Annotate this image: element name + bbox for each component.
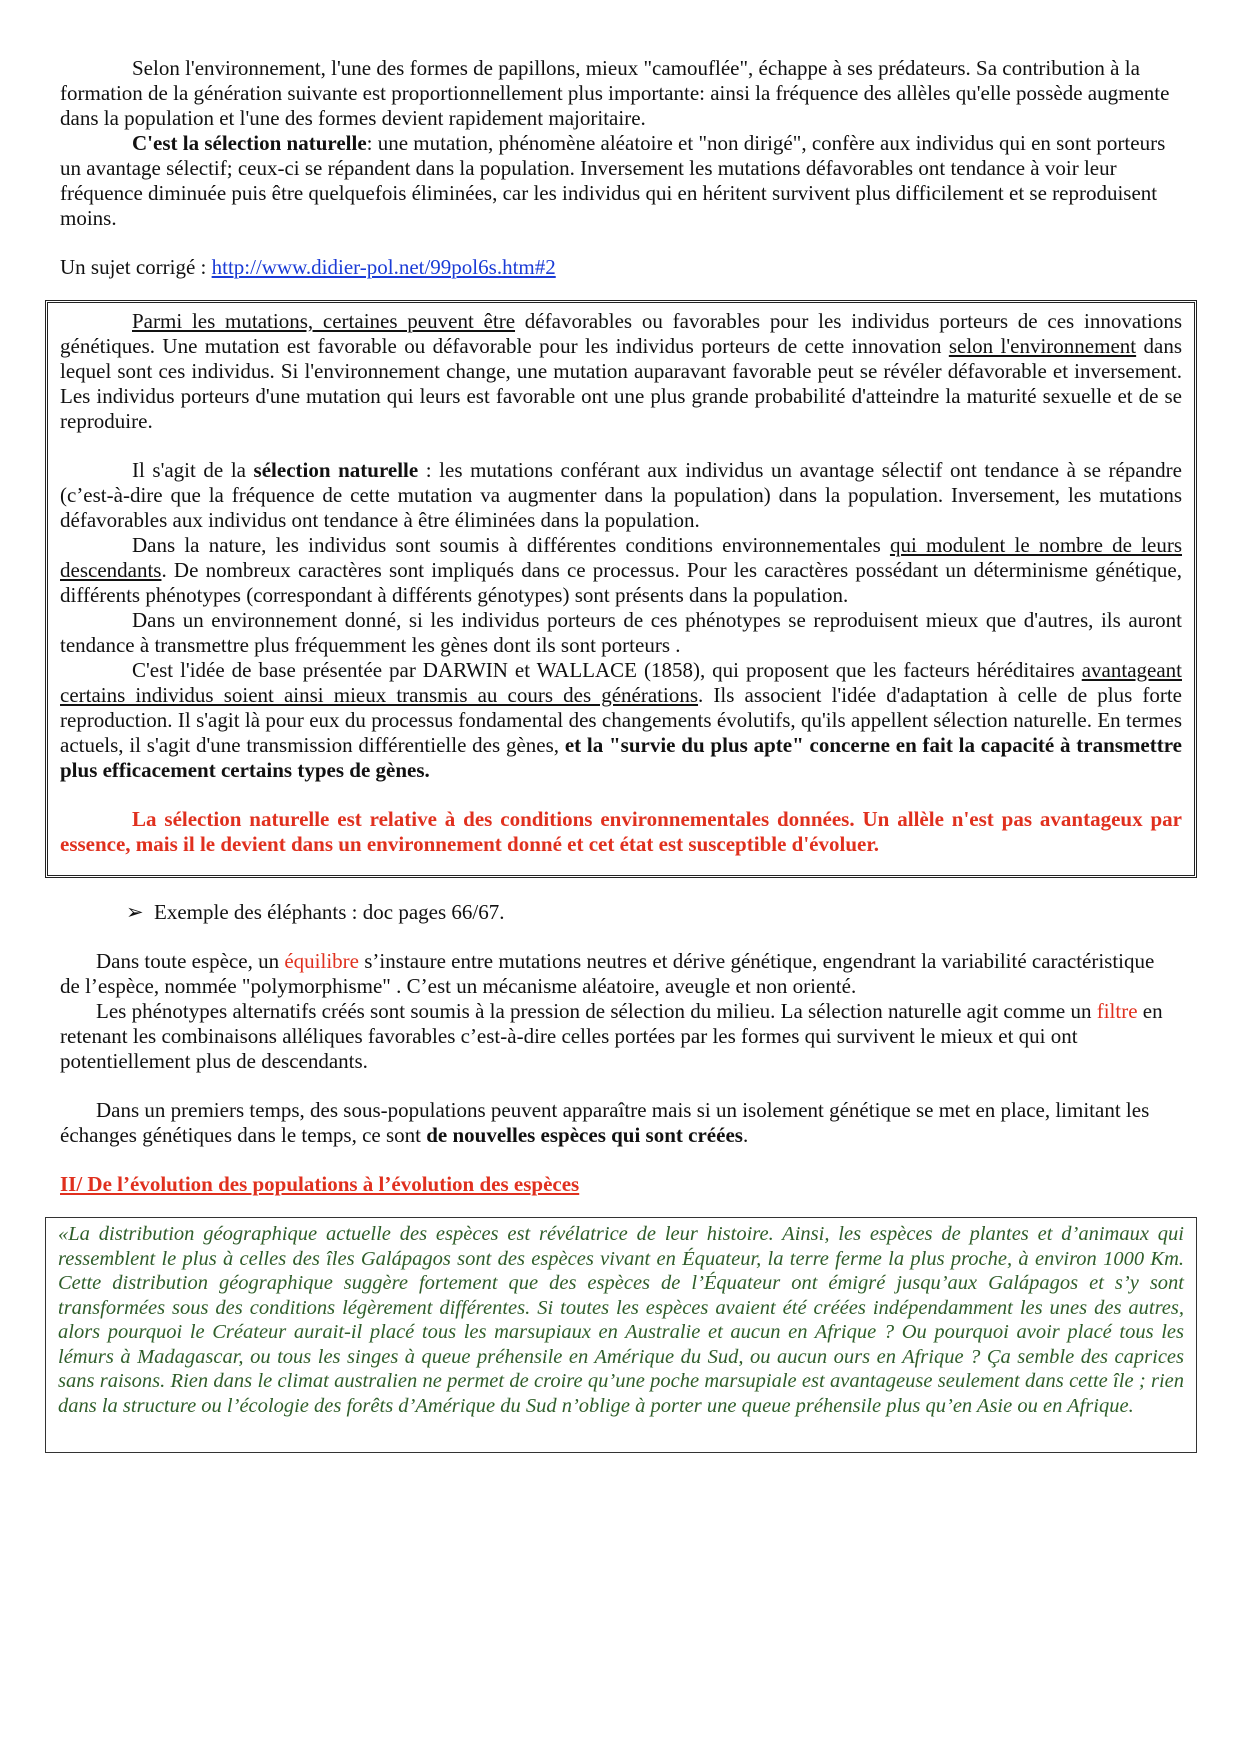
section-paragraph-1: Dans toute espèce, un équilibre s’instaure entre mutations neutres et dérive génétique, engendrant la variabilité caractéristique de l’espèce, nommée "polymorphisme" . C’est un mécanisme aléatoire, aveugle et non orienté. [60,949,1155,998]
keyword-filtre: filtre [1096,999,1138,1023]
example-bullet [60,900,1170,925]
box-paragraph-3: Dans la nature, les individus sont soumis à différentes conditions environnementales qui modulent le nombre de leurs descendants. De nombreux caractères sont impliqués dans ce processus. Pour les caractères possédant un déterminisme génétique, différents phénotypes (correspondant à différents génotypes) sont présents dans la population. [60,533,1182,607]
intro-paragraph-1: Selon l'environnement, l'une des formes de papillons, mieux "camouflée", échappe à ses prédateurs. Sa contribution à la formation de la génération suivante est proportionnellement plus importante: ainsi la fréquence des allèles qu'elle possède augmente dans la population et l'une des formes devient rapidement majoritaire. [60,56,1170,130]
intro-paragraph-2: C'est la sélection naturelle: une mutation, phénomène aléatoire et "non dirigé", confère aux individus qui en sont porteurs un avantage sélectif; ceux-ci se répandent dans la population. Inversement les mutations défavorables ont tendance à voir leur fréquence diminuée puis être quelquefois éliminées, car les individus qui en héritent survivent plus difficilement et se reproduisent moins. [60,131,1166,230]
darwin-quote: «La distribution géographique actuelle des espèces est révélatrice de leur histoire. Ainsi, les espèces de plantes et d’animaux qui ressemblent le plus à celles des îles Galápagos sont des espèces vivant en Équateur, la terre ferme la plus proche, à environ 1000 Km. Cette distribution géographique suggère fortement que des espèces de l’Équateur ont émigré jusqu’aux Galápagos et s’y sont transformées sous des conditions légèrement différentes. Si toutes les espèces avaient été créées indépendamment les unes des autres, alors pourquoi le Créateur aurait-il placé tous les marsupiaux en Australie et aucun en Afrique ? Ou pourquoi avoir placé tous les lémurs à Madagascar, ou tous les singes à queue préhensile en Amérique du Sud, ou aucun ours en Afrique ? Ça semble des caprices sans raisons. Rien dans le climat australien ne permet de croire qu’une poche marsupiale est avantageuse seulement dans cette île ; rien dans la structure ou l’écologie des forêts d’Amérique du Sud n’oblige à porter une queue préhensile plus qu’en Asie ou en Afrique. [58,1223,1184,1417]
box-paragraph-5: C'est l'idée de base présentée par DARWIN et WALLACE (1858), qui proposent que les facteurs héréditaires avantageant certains individus soient ainsi mieux transmis au cours des générations. Ils associent l'idée d'adaptation à celle de plus forte reproduction. Il s'agit là pour eux du processus fondamental des changements évolutifs, qu'ils appellent sélection naturelle. En termes actuels, il s'agit d'une transmission différentielle des gènes, et la "survie du plus apte" concerne en fait la capacité à transmettre plus efficacement certains types de gènes. [60,658,1183,782]
document-page [58,56,1184,1453]
section-paragraph-3: Dans un premiers temps, des sous-populations peuvent apparaître mais si un isolement génétique se met en place, limitant les échanges génétiques dans le temps, ce sont de nouvelles espèces qui sont créées. [60,1098,1150,1147]
corrected-subject-line [60,255,1170,280]
arrow-bullet-icon: ➢ [126,900,144,924]
quote-box [45,1217,1197,1453]
spacer [60,1074,1170,1098]
selection-box [45,300,1197,878]
corrected-subject-label: Un sujet corrigé : [60,255,212,279]
spacer [60,783,1182,807]
box-paragraph-2: Il s'agit de la sélection naturelle : les mutations conférant aux individus un avantage sélectif ont tendance à se répandre (c’est-à-dire que la fréquence de cette mutation va augmenter dans la population) dans la population. Inversement, les mutations défavorables aux individus ont tendance à être éliminées dans la population. [60,458,1182,532]
box-paragraph-1: Parmi les mutations, certaines peuvent être défavorables ou favorables pour les individus porteurs de ces innovations génétiques. Une mutation est favorable ou défavorable pour les individus porteurs de cette innovation selon l'environnement dans lequel sont ces individus. Si l'environnement change, une mutation auparavant favorable peut se révéler défavorable et inversement. Les individus porteurs d'une mutation qui leurs est favorable ont une plus grande probabilité d'atteindre la maturité sexuelle et de se reproduire. [60,309,1182,433]
spacer [60,434,1182,458]
box-conclusion: La sélection naturelle est relative à des conditions environnementales données. Un allèle n'est pas avantageux par essence, mais il le devient dans un environnement donné et cet état est susceptible d'évoluer. [60,807,1182,856]
intro-bold-term: C'est la sélection naturelle [132,131,367,155]
section-heading: II/ De l’évolution des populations à l’évolution des espèces [60,1172,580,1196]
section-paragraph-2: Les phénotypes alternatifs créés sont soumis à la pression de sélection du milieu. La sélection naturelle agit comme un filtre en retenant les combinaisons alléliques favorables c’est-à-dire celles portées par les formes qui survivent le mieux et qui ont potentiellement plus de descendants. [60,999,1163,1073]
polymorphism-section [60,949,1170,1148]
corrected-subject-link[interactable]: http://www.didier-pol.net/99pol6s.htm#2 [211,255,556,279]
box-paragraph-4: Dans un environnement donné, si les individus porteurs de ces phénotypes se reproduisent mieux que d'autres, ils auront tendance à transmettre plus fréquemment les gènes dont ils sont porteurs . [60,608,1182,657]
example-bullet-text: Exemple des éléphants : doc pages 66/67. [154,900,505,924]
keyword-equilibre: équilibre [284,949,359,973]
